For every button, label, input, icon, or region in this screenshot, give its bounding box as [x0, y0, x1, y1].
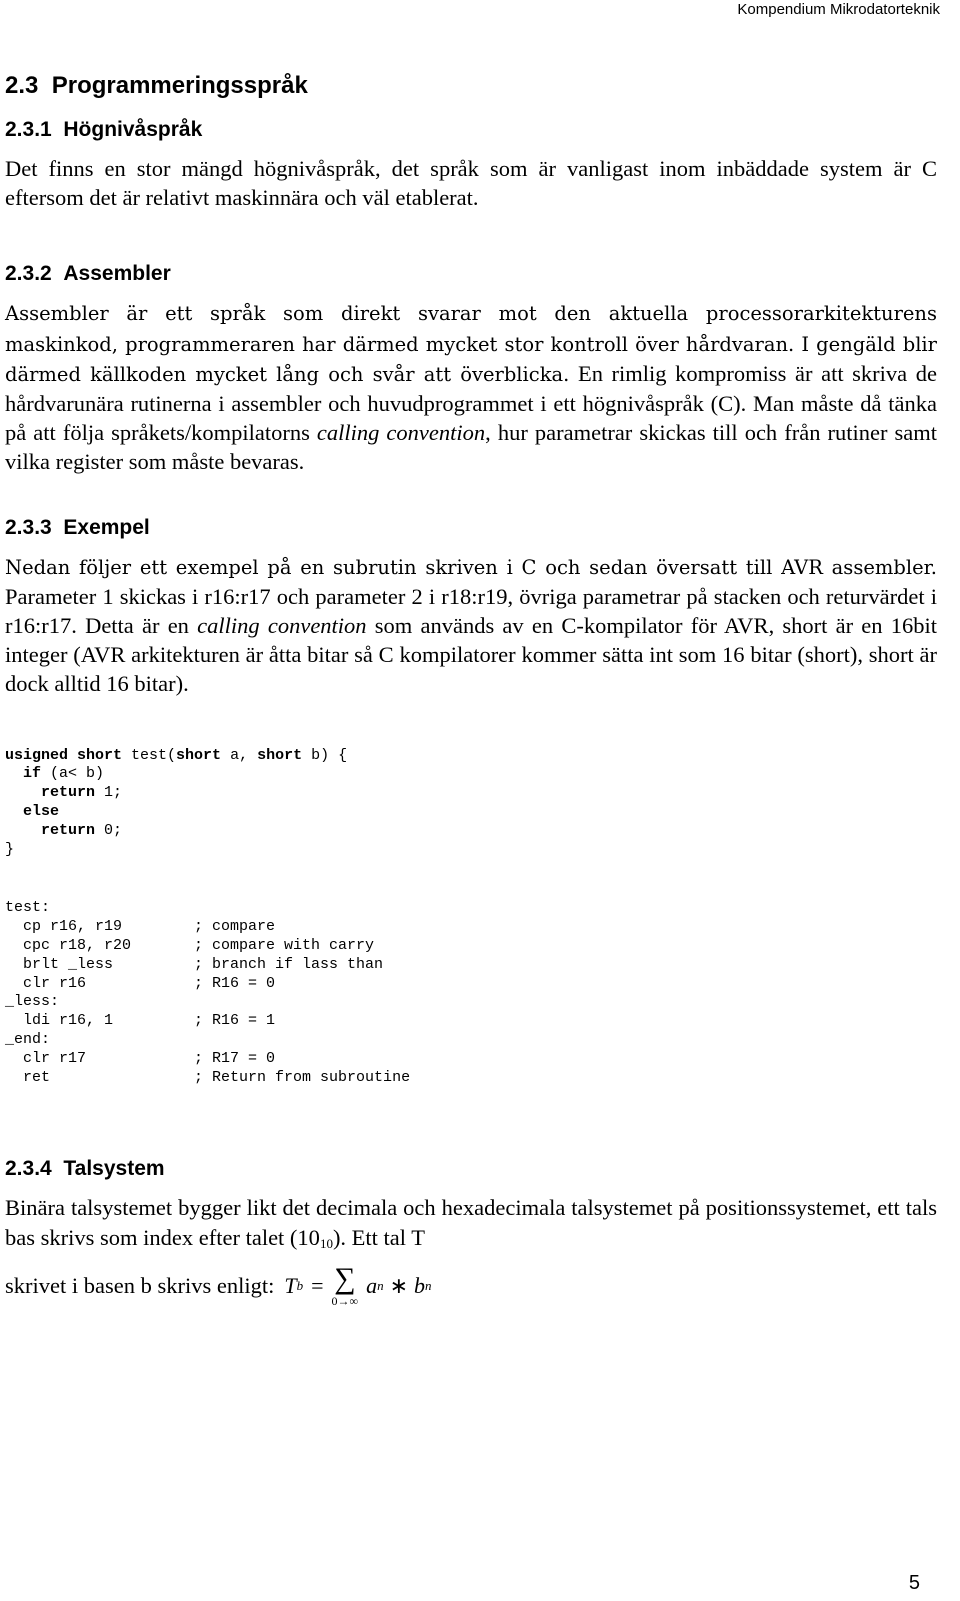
subsection-number: 2.3.1 — [5, 118, 52, 141]
text-run: Parameter 1 skickas i r16:r17 och parameter 2 i r18:r19, övriga parametrar på stacken och returvärdet i r16:r17. Detta är en — [5, 583, 937, 639]
text-run: Assembler är ett språk som direkt svarar mot den aktuella processorarkitekturens maskinkod, programmeraren har därmed mycket stor kontroll över hårdvaran. — [5, 302, 937, 356]
asm-line: cp r16, r19 ; compare — [5, 918, 276, 936]
code-text: 0; — [95, 821, 123, 839]
code-keyword: return — [41, 821, 96, 839]
formula-operator: ∗ — [389, 1272, 409, 1298]
page-number: 5 — [908, 1572, 920, 1594]
asm-line: ldi r16, 1 ; R16 = 1 — [5, 1012, 276, 1030]
code-line — [5, 784, 122, 801]
code-text: test( — [122, 746, 177, 764]
formula — [284, 1261, 432, 1308]
formula-symbol: b — [414, 1272, 426, 1298]
sigma-symbol: ∑ — [334, 1261, 356, 1295]
text-run: ). Ett tal T — [332, 1224, 426, 1250]
code-keyword: short — [176, 746, 222, 764]
text-run: skrivet i basen b skrivs enligt: — [5, 1272, 275, 1298]
code-text: 1; — [95, 784, 123, 802]
italic-term: calling convention — [197, 613, 367, 639]
subsection-title: Assembler — [63, 262, 171, 286]
subsection-heading-2 — [5, 260, 937, 288]
asm-line: _end: — [5, 1031, 51, 1048]
formula-symbol: a — [366, 1272, 378, 1298]
formula-line — [5, 1261, 937, 1308]
subsection-heading-1 — [5, 116, 937, 144]
code-text: } — [5, 840, 15, 858]
subsection-title: Högnivåspråk — [63, 118, 203, 141]
code-text: (a< b) — [41, 765, 105, 783]
code-line — [5, 841, 14, 858]
subsection-heading-3 — [5, 514, 937, 542]
formula-operator: = — [311, 1272, 324, 1298]
formula-subscript: n — [377, 1277, 384, 1293]
paragraph-hognivasprak: Det finns en stor mängd högnivåspråk, det språk som är vanligast inom inbäddade system är C eftersom det är relativt maskinnära och väl etablerat. — [5, 156, 937, 211]
code-text: b) { — [302, 746, 348, 764]
section-heading — [5, 70, 937, 102]
code-keyword: usigned short — [5, 746, 123, 764]
section-number: 2.3 — [5, 72, 39, 99]
italic-term: calling convention — [316, 420, 486, 446]
code-text: a, — [221, 746, 258, 764]
code-line — [5, 765, 104, 782]
asm-line: clr r16 ; R16 = 0 — [5, 974, 276, 992]
text-run: som används av en C-kompilator för AVR, short är en 16bit integer (AVR arkitekturen är åtta bitar så C kompilatorer kommer sätta int som 16 bitar (short), short är dock alltid 16 bitar). — [5, 613, 937, 697]
subsection-number: 2.3.4 — [5, 1157, 52, 1181]
subscript: 10 — [319, 1235, 333, 1251]
sum-operator — [331, 1261, 359, 1308]
sum-range: 0→∞ — [331, 1293, 359, 1308]
subsection-heading-4 — [5, 1155, 937, 1183]
asm-line: test: — [5, 899, 51, 917]
asm-line: cpc r18, r20 ; compare with carry — [5, 937, 375, 955]
formula-subscript: b — [296, 1277, 304, 1293]
asm-line: brlt _less ; branch if lass than — [5, 955, 384, 973]
asm-code-block — [5, 899, 937, 1087]
code-line — [5, 803, 59, 820]
subsection-title: Talsystem — [63, 1157, 165, 1181]
running-header: Kompendium Mikrodatorteknik — [737, 1, 940, 18]
text-run: Binära talsystemet bygger likt det decimala och hexadecimala talsystemet på positionssystemet, ett tals bas skrivs som index efter talet (10 — [5, 1195, 937, 1250]
code-indent — [5, 765, 23, 782]
paragraph-exempel — [5, 552, 937, 699]
document-body — [5, 70, 937, 1308]
code-keyword: else — [23, 803, 60, 821]
asm-line: _less: — [5, 993, 60, 1011]
formula-symbol: T — [284, 1272, 297, 1298]
asm-line: ret ; Return from subroutine — [5, 1068, 411, 1086]
c-code-block — [5, 747, 937, 860]
text-run: Nedan följer ett exempel på en subrutin skriven i C och sedan översatt till AVR assembler. — [5, 555, 937, 579]
text-run: I gengäld blir därmed källkoden mycket lång och svår att överblicka. — [5, 332, 937, 386]
asm-line: clr r17 ; R17 = 0 — [5, 1049, 276, 1067]
text-run: , hur parametrar skickas till och från rutiner samt vilka register som måste bevaras. — [5, 420, 938, 475]
code-keyword: short — [257, 746, 303, 764]
code-line — [5, 747, 347, 764]
section-title: Programmeringsspråk — [51, 72, 308, 99]
code-keyword: return — [41, 784, 96, 802]
paragraph-talsystem — [5, 1193, 937, 1257]
subsection-number: 2.3.2 — [5, 262, 52, 286]
subsection-number: 2.3.3 — [5, 515, 52, 539]
subsection-title: Exempel — [63, 515, 150, 539]
code-line — [5, 822, 122, 839]
code-indent — [5, 784, 41, 801]
code-indent — [5, 822, 41, 839]
paragraph-assembler — [5, 298, 937, 476]
text-run: En rimlig kompromiss är att skriva de hårdvarunära rutinerna i assembler och huvudprogrammet i ett högnivåspråk (C). Man måste då tänka på att följa språkets/kompilatorns — [5, 360, 937, 446]
code-keyword: if — [23, 765, 42, 783]
formula-superscript: n — [425, 1277, 432, 1293]
code-indent — [5, 803, 23, 820]
